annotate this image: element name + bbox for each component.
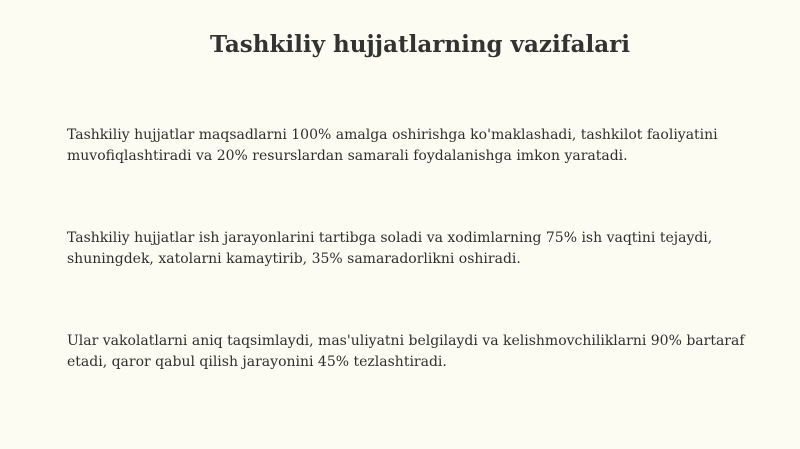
paragraph-1: Tashkiliy hujjatlar maqsadlarni 100% amalga oshirishga ko'maklashadi, tashkilot faoliyatini muvofiqlashtiradi va 20% resurslardan samarali foydalanishga imkon yaratadi. bbox=[67, 127, 718, 164]
paragraph-3: Ular vakolatlarni aniq taqsimlaydi, mas'uliyatni belgilaydi va kelishmovchiliklarni 90% bartaraf etadi, qaror qabul qilish jarayonini 45% tezlashtiradi. bbox=[67, 333, 745, 370]
paragraph-2: Tashkiliy hujjatlar ish jarayonlarini tartibga soladi va xodimlarning 75% ish vaqtini tejaydi, shuningdek, xatolarni kamaytirib, 35% samaradorlikni oshiradi. bbox=[67, 230, 713, 267]
slide-title: Tashkiliy hujjatlarning vazifalari bbox=[209, 31, 630, 58]
